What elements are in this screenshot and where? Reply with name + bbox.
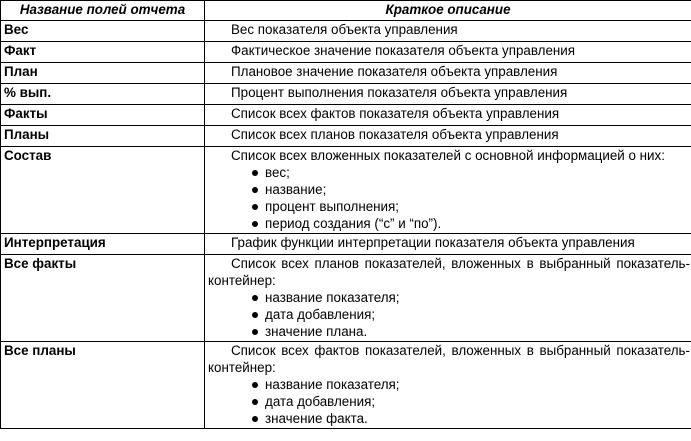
- description-text: Список всех планов показателей, вложенных в выбранный показатель-контейнер:: [208, 256, 690, 288]
- table-row: [1, 126, 691, 147]
- field-name-cell: Интерпретация: [1, 234, 205, 255]
- bullet-item: период создания (“с” и “по”).: [251, 215, 690, 232]
- description-cell: [205, 126, 691, 147]
- description-text: Список всех планов показателя объекта управления: [231, 127, 559, 142]
- column-header-description: Краткое описание: [205, 1, 691, 21]
- table-row: [1, 105, 691, 126]
- description-text: Вес показателя объекта управления: [231, 22, 458, 37]
- bullet-item: название;: [251, 181, 690, 198]
- description-cell: [205, 105, 691, 126]
- description-text: Список всех вложенных показателей с основной информацией о них:: [231, 148, 665, 163]
- description-text: Список всех фактов показателей, вложенных в выбранный показатель-контейнер:: [208, 343, 690, 375]
- field-name-cell: Все факты: [1, 255, 205, 342]
- description-text: Процент выполнения показателя объекта управления: [231, 85, 568, 100]
- bullet-item: значение факта.: [251, 410, 690, 427]
- description-text: График функции интерпретации показателя объекта управления: [231, 235, 635, 250]
- field-name-cell: План: [1, 63, 205, 84]
- description-cell: [205, 42, 691, 63]
- description-cell: [205, 234, 691, 255]
- table-row: [1, 342, 691, 429]
- bullet-list: [208, 376, 690, 427]
- field-name-cell: Состав: [1, 147, 205, 234]
- description-text: Плановое значение показателя объекта управления: [231, 64, 558, 79]
- bullet-item: значение плана.: [251, 323, 690, 340]
- bullet-item: вес;: [251, 164, 690, 181]
- table-header-row: [1, 1, 691, 21]
- field-name-cell: Все планы: [1, 342, 205, 429]
- table-row: [1, 255, 691, 342]
- bullet-list: [208, 289, 690, 340]
- description-cell: [205, 342, 691, 429]
- field-name-cell: Планы: [1, 126, 205, 147]
- description-cell: [205, 63, 691, 84]
- table-row: [1, 234, 691, 255]
- description-cell: [205, 21, 691, 42]
- table-row: [1, 42, 691, 63]
- bullet-item: дата добавления;: [251, 306, 690, 323]
- table-row: [1, 21, 691, 42]
- bullet-item: название показателя;: [251, 376, 690, 393]
- field-name-cell: Факт: [1, 42, 205, 63]
- description-cell: [205, 84, 691, 105]
- bullet-item: дата добавления;: [251, 393, 690, 410]
- table-row: [1, 63, 691, 84]
- table-row: [1, 84, 691, 105]
- field-name-cell: Факты: [1, 105, 205, 126]
- bullet-list: [208, 164, 690, 232]
- bullet-item: процент выполнения;: [251, 198, 690, 215]
- field-name-cell: % вып.: [1, 84, 205, 105]
- field-name-cell: Вес: [1, 21, 205, 42]
- description-text: Фактическое значение показателя объекта управления: [231, 43, 576, 58]
- description-cell: [205, 255, 691, 342]
- description-cell: [205, 147, 691, 234]
- table-row: [1, 147, 691, 234]
- description-text: Список всех фактов показателя объекта управления: [231, 106, 560, 121]
- bullet-item: название показателя;: [251, 289, 690, 306]
- column-header-field-name: Название полей отчета: [1, 1, 205, 21]
